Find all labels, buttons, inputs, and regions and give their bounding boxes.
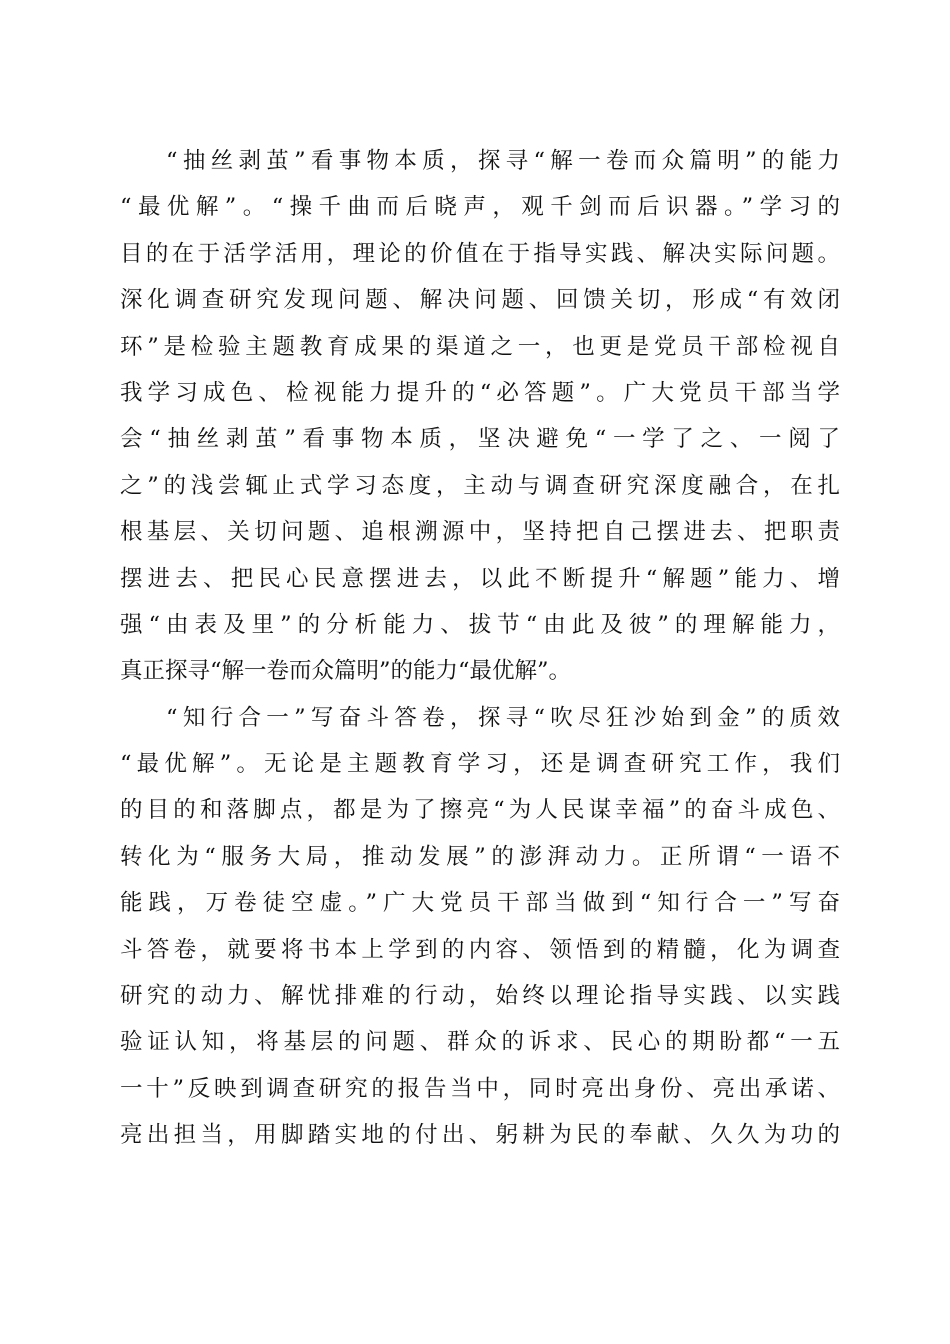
paragraph-line: 验证认知，将基层的问题、群众的诉求、民心的期盼都“一五 [120,1029,840,1056]
paragraph-line: “抽丝剥茧”看事物本质，探寻“解一卷而众篇明”的能力 [166,148,840,174]
paragraph-1 [120,138,840,695]
paragraph-line: 摆进去、把民心民意摆进去，以此不断提升“解题”能力、增 [120,565,840,592]
document-body [120,138,840,1159]
paragraph-line: 环”是检验主题教育成果的渠道之一，也更是党员干部检视自 [120,333,840,360]
paragraph-line: 目的在于活学活用，理论的价值在于指导实践、解决实际问题。 [120,240,840,267]
paragraph-line: 深化调查研究发现问题、解决问题、回馈关切，形成“有效闭 [120,287,840,314]
paragraph-line: 一十”反映到调查研究的报告当中，同时亮出身份、亮出承诺、 [120,1075,840,1102]
paragraph-line: “最优解”。“操千曲而后晓声，观千剑而后识器。”学习的 [120,194,840,221]
paragraph-line: 斗答卷，就要将书本上学到的内容、领悟到的精髓，化为调查 [120,936,840,963]
paragraph-line: 我学习成色、检视能力提升的“必答题”。广大党员干部当学 [120,379,840,406]
paragraph-line: 会“抽丝剥茧”看事物本质，坚决避免“一学了之、一阅了 [120,426,840,453]
paragraph-line: “知行合一”写奋斗答卷，探寻“吹尽狂沙始到金”的质效 [166,704,840,731]
paragraph-line: 强“由表及里”的分析能力、拔节“由此及彼”的理解能力， [120,611,840,638]
paragraph-line: “最优解”。无论是主题教育学习，还是调查研究工作，我们 [120,751,840,778]
paragraph-line: 之”的浅尝辄止式学习态度，主动与调查研究深度融合，在扎 [120,472,840,499]
paragraph-line: 亮出担当，用脚踏实地的付出、躬耕为民的奉献、久久为功的 [120,1122,840,1149]
paragraph-2 [120,695,840,1159]
paragraph-line: 转化为“服务大局，推动发展”的澎湃动力。正所谓“一语不 [120,843,840,870]
paragraph-line: 研究的动力、解忧排难的行动，始终以理论指导实践、以实践 [120,983,840,1010]
paragraph-line: 能践，万卷徒空虚。”广大党员干部当做到“知行合一”写奋 [120,890,840,917]
paragraph-line: 的目的和落脚点，都是为了擦亮“为人民谋幸福”的奋斗成色、 [120,797,840,824]
paragraph-line: 根基层、关切问题、追根溯源中，坚持把自己摆进去、把职责 [120,519,840,546]
paragraph-line: 真正探寻“解一卷而众篇明”的能力“最优解”。 [120,658,572,685]
